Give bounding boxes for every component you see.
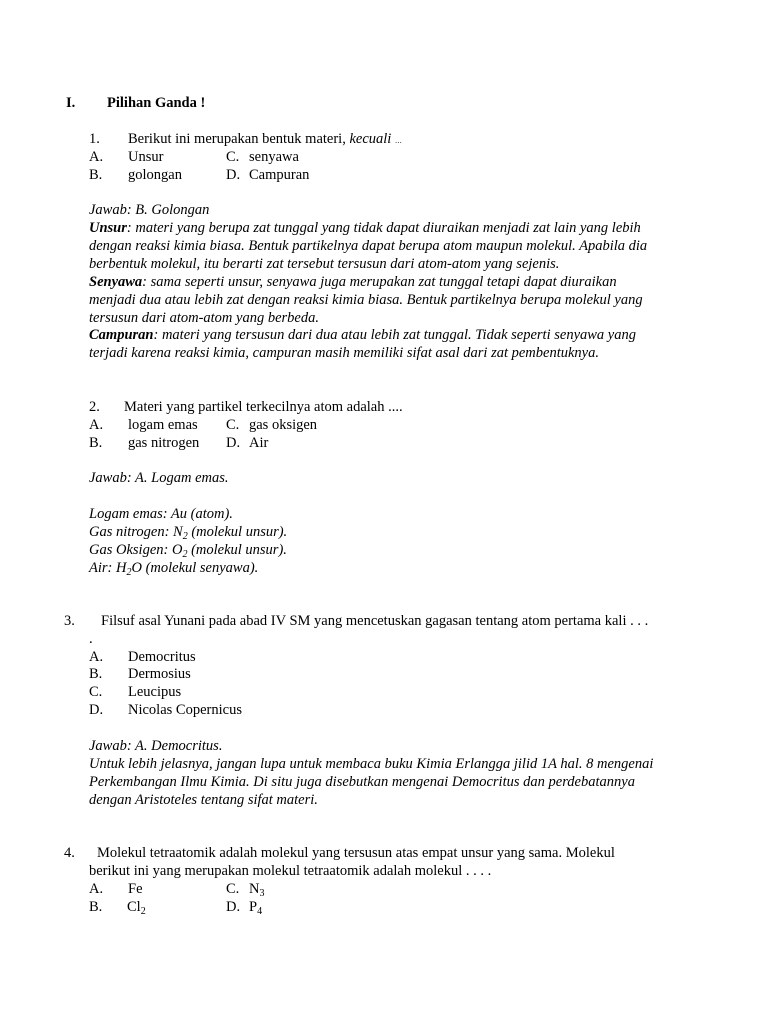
formula-subscript: 2 [182, 549, 188, 560]
formula-text: O (molekul senyawa). [131, 560, 259, 576]
q4-option-text [249, 898, 262, 916]
q2-explanation-line: Logam emas: Au (atom). [89, 506, 233, 522]
q3-option-text: Dermosius [128, 666, 191, 682]
formula-text: (molekul unsur). [187, 524, 288, 540]
q1-question-text: Berikut ini merupakan bentuk materi, [128, 131, 350, 147]
explanation-line: tersusun dari atom-atom yang berbeda. [89, 310, 319, 326]
q2-option-text: gas oksigen [249, 417, 318, 433]
q4-option-letter: A. [89, 881, 104, 897]
q2-option-letter: C. [226, 417, 240, 433]
q3-question: Filsuf asal Yunani pada abad IV SM yang mencetuskan gagasan tentang atom pertama kali . . . [101, 613, 649, 629]
q4-question-line: Molekul tetraatomik adalah molekul yang tersusun atas empat unsur yang sama. Molekul [97, 845, 615, 861]
q4-number: 4. [64, 845, 75, 861]
q1-explanation-senyawa [89, 273, 617, 291]
formula-text: N [249, 881, 260, 897]
q4-option-text [127, 898, 146, 916]
formula-subscript: 2 [182, 531, 188, 542]
q1-option-letter: B. [89, 167, 103, 183]
q3-number: 3. [64, 613, 75, 629]
q1-explanation-unsur [89, 219, 641, 237]
q1-question [128, 130, 402, 149]
q1-answer: Jawab: B. Golongan [89, 202, 210, 218]
q1-option-letter: C. [226, 149, 240, 165]
q2-option-text: gas nitrogen [128, 435, 200, 451]
q1-option-letter: D. [226, 167, 241, 183]
q1-number: 1. [89, 131, 100, 147]
q4-option-letter: D. [226, 899, 241, 915]
q1-explanation-campuran [89, 326, 636, 344]
formula-text: (molekul unsur). [187, 542, 287, 558]
q1-question-dots: ... [394, 135, 402, 145]
q3-question-continuation: . [89, 631, 93, 647]
q2-option-letter: D. [226, 435, 241, 451]
q2-option-text: logam emas [128, 417, 198, 433]
section-number: I. [66, 95, 76, 111]
explanation-line: terjadi karena reaksi kimia, campuran masih memiliki sifat asal dari zat pembentuknya. [89, 345, 599, 361]
q3-explanation-line: dengan Aristoteles tentang sifat materi. [89, 792, 318, 808]
explanation-line: menjadi dua atau lebih zat dengan reaksi kimia biasa. Bentuk partikelnya berupa molekul yang [89, 292, 643, 308]
formula-text: Gas nitrogen: N [89, 524, 183, 540]
explanation-line: : materi yang berupa zat tunggal yang tidak dapat diuraikan menjadi zat lain yang lebih [126, 220, 641, 236]
term-campuran: Campuran [89, 327, 154, 343]
q2-explanation-line [89, 523, 287, 541]
q2-explanation-line [89, 541, 287, 559]
term-unsur: Unsur [89, 220, 127, 236]
section-title: Pilihan Ganda ! [107, 95, 206, 111]
q1-option-letter: A. [89, 149, 104, 165]
q3-answer: Jawab: A. Democritus. [89, 738, 223, 754]
q2-option-letter: B. [89, 435, 103, 451]
formula-text: Gas Oksigen: O [89, 542, 183, 558]
q3-option-text: Nicolas Copernicus [128, 702, 242, 718]
formula-subscript: 2 [126, 567, 132, 578]
q1-option-text: golongan [128, 167, 182, 183]
q4-question-line: berikut ini yang merupakan molekul tetraatomik adalah molekul . . . . [89, 863, 492, 879]
q2-question: Materi yang partikel terkecilnya atom adalah .... [124, 399, 403, 415]
q3-option-letter: C. [89, 684, 103, 700]
formula-text: P [249, 899, 258, 915]
q1-question-emphasis: kecuali [349, 131, 392, 147]
q2-option-text: Air [249, 435, 269, 451]
q3-explanation-line: Perkembangan Ilmu Kimia. Di situ juga disebutkan mengenai Democritus dan perdebatannya [89, 774, 635, 790]
q2-option-letter: A. [89, 417, 104, 433]
formula-text: Cl [127, 899, 141, 915]
q4-option-letter: B. [89, 899, 103, 915]
formula-subscript: 4 [257, 906, 263, 917]
explanation-line: berbentuk molekul, itu berarti zat tersebut tersusun dari atom-atom yang sejenis. [89, 256, 560, 272]
explanation-line: : materi yang tersusun dari dua atau lebih zat tunggal. Tidak seperti senyawa yang [153, 327, 636, 343]
q3-option-letter: B. [89, 666, 103, 682]
q3-option-text: Democritus [128, 649, 196, 665]
formula-subscript: 2 [140, 906, 146, 917]
q2-answer: Jawab: A. Logam emas. [89, 470, 229, 486]
q3-option-text: Leucipus [128, 684, 182, 700]
q3-option-letter: D. [89, 702, 104, 718]
formula-subscript: 3 [259, 888, 265, 899]
q1-option-text: Campuran [249, 167, 310, 183]
q2-explanation-line [89, 559, 258, 577]
q3-explanation-line: Untuk lebih jelasnya, jangan lupa untuk membaca buku Kimia Erlangga jilid 1A hal. 8 mengenai [89, 756, 654, 772]
q2-number: 2. [89, 399, 100, 415]
q1-option-text: senyawa [249, 149, 299, 165]
q4-option-text [249, 880, 264, 898]
q3-option-letter: A. [89, 649, 104, 665]
q4-option-text: Fe [128, 881, 143, 897]
q4-option-letter: C. [226, 881, 240, 897]
term-senyawa: Senyawa [89, 274, 143, 290]
q1-option-text: Unsur [128, 149, 164, 165]
explanation-line: dengan reaksi kimia biasa. Bentuk partikelnya dapat berupa atom maupun molekul. Apabila dia [89, 238, 648, 254]
formula-text: Air: H [89, 560, 127, 576]
explanation-line: : sama seperti unsur, senyawa juga merupakan zat tunggal tetapi dapat diuraikan [142, 274, 617, 290]
